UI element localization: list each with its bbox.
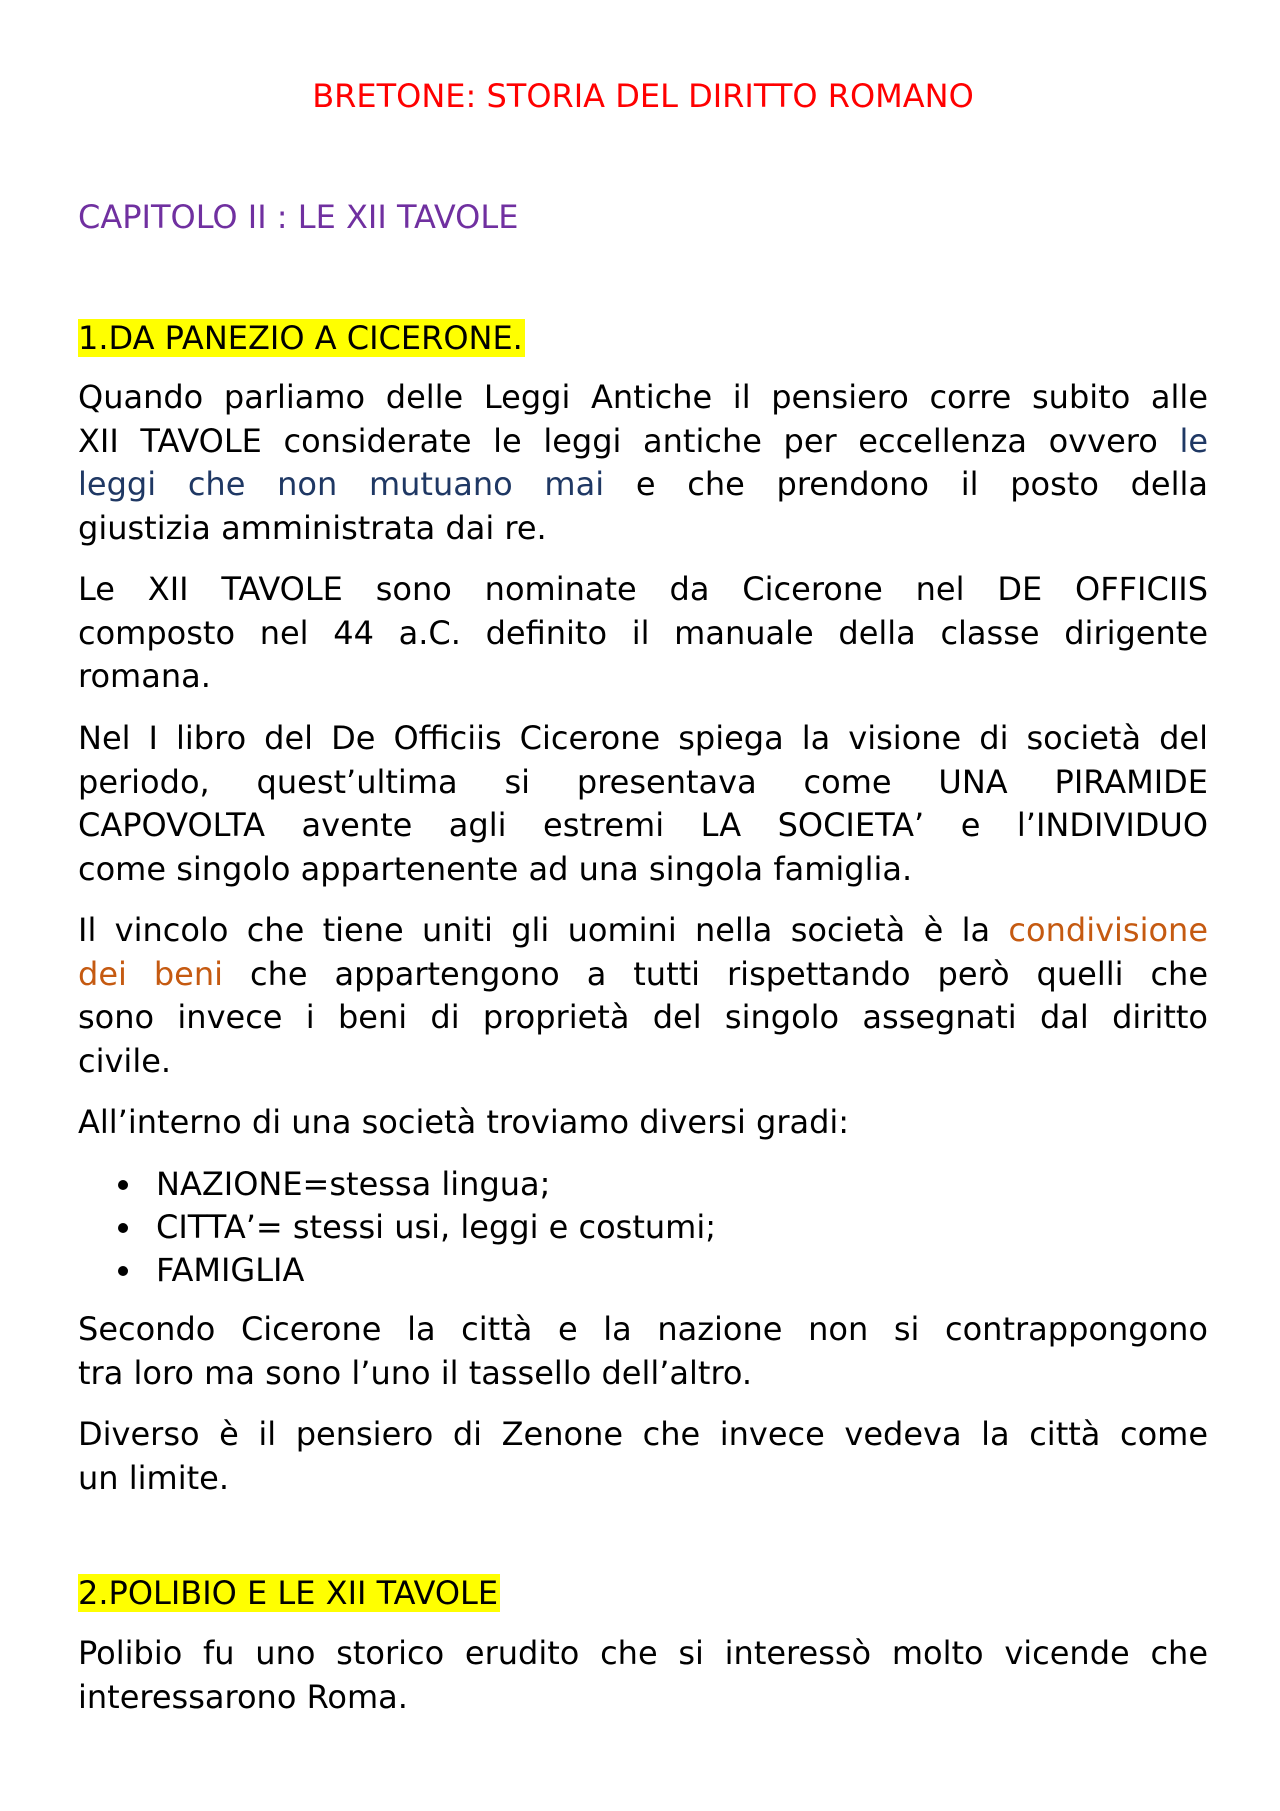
paragraph-5	[78, 1101, 1208, 1145]
list-item-text: NAZIONE=stessa lingua;	[156, 1165, 551, 1203]
paragraph-4-line-2-text: che appartengono a tutti rispettando però quelli che	[249, 954, 1208, 993]
document-title: BRETONE: STORIA DEL DIRITTO ROMANO	[312, 77, 974, 115]
paragraph-3-line-1: Nel I libro del De Officiis Cicerone spiega la visione di società del	[78, 719, 1208, 757]
paragraph-6-line-2: tra loro ma sono l’uno il tassello dell’altro.	[78, 1353, 753, 1392]
paragraph-6-line-1: Secondo Cicerone la città e la nazione non si contrappongono	[78, 1310, 1208, 1348]
section-2-heading	[78, 1573, 500, 1613]
paragraph-2	[78, 568, 1208, 699]
paragraph-7	[78, 1413, 1208, 1500]
highlight-phrase-blue: le	[1179, 421, 1208, 460]
paragraph-4-line-4: civile.	[78, 1041, 172, 1080]
highlight-phrase-orange-cont: dei beni	[78, 954, 224, 993]
paragraph-1-line-3	[78, 463, 1208, 507]
paragraph-4-line-1	[78, 909, 1208, 953]
list-item	[78, 1163, 716, 1206]
list-item-text: CITTA’= stessi usi, leggi e costumi;	[156, 1208, 717, 1246]
paragraph-3-line-2: periodo, quest’ultima si presentava come UNA PIRAMIDE	[78, 762, 1208, 801]
paragraph-5-line-1: All’interno di una società troviamo diversi gradi:	[78, 1103, 850, 1141]
paragraph-4-line-2	[78, 953, 1208, 997]
paragraph-2-line-3: romana.	[78, 657, 211, 695]
paragraph-1-line-2-text: XII TAVOLE considerate le leggi antiche per eccellenza ovvero	[78, 421, 1158, 460]
list-item	[78, 1249, 716, 1292]
section-1-heading-text: 1.DA PANEZIO A CICERONE.	[78, 319, 523, 357]
list-item	[78, 1206, 716, 1249]
paragraph-3-line-4: come singolo appartenente ad una singola famiglia.	[78, 849, 913, 888]
paragraph-4-line-3: sono invece i beni di proprietà del singolo assegnati dal diritto	[78, 998, 1208, 1036]
paragraph-6	[78, 1308, 1208, 1395]
paragraph-8-line-2: interessarono Roma.	[78, 1677, 408, 1716]
bullet-icon	[118, 1223, 128, 1233]
paragraph-7-line-2: un limite.	[78, 1458, 229, 1497]
section-1-heading	[78, 318, 525, 358]
highlight-phrase-orange: condivisione	[1008, 911, 1208, 949]
paragraph-8	[78, 1632, 1208, 1719]
paragraph-1	[78, 376, 1208, 550]
bullet-icon	[118, 1180, 128, 1190]
highlight-phrase-blue-cont: leggi che non mutuano mai	[78, 465, 605, 503]
paragraph-3-line-3: CAPOVOLTA avente agli estremi LA SOCIETA’ e l’INDIVIDUO	[78, 806, 1208, 844]
paragraph-1-line-3-text: e che prendono il posto della	[635, 465, 1208, 503]
paragraph-1-line-1: Quando parliamo delle Leggi Antiche il pensiero corre subito alle	[78, 378, 1208, 416]
bullet-icon	[118, 1266, 128, 1276]
paragraph-2-line-2: composto nel 44 a.C. definito il manuale della classe dirigente	[78, 613, 1208, 652]
section-2-heading-text: 2.POLIBIO E LE XII TAVOLE	[78, 1574, 499, 1612]
chapter-heading: CAPITOLO II : LE XII TAVOLE	[78, 198, 519, 236]
paragraph-4	[78, 909, 1208, 1083]
list-item-text: FAMIGLIA	[156, 1251, 305, 1289]
paragraph-7-line-1: Diverso è il pensiero di Zenone che invece vedeva la città come	[78, 1415, 1208, 1453]
paragraph-4-line-1-text: Il vincolo che tiene uniti gli uomini nella società è la	[78, 911, 991, 949]
paragraph-8-line-1: Polibio fu uno storico erudito che si interessò molto vicende che	[78, 1634, 1208, 1672]
grades-list	[78, 1163, 716, 1292]
paragraph-1-line-4: giustizia amministrata dai re.	[78, 508, 547, 547]
paragraph-2-line-1: Le XII TAVOLE sono nominate da Cicerone nel DE OFFICIIS	[78, 570, 1208, 608]
paragraph-3	[78, 717, 1208, 891]
paragraph-1-line-2	[78, 420, 1208, 464]
